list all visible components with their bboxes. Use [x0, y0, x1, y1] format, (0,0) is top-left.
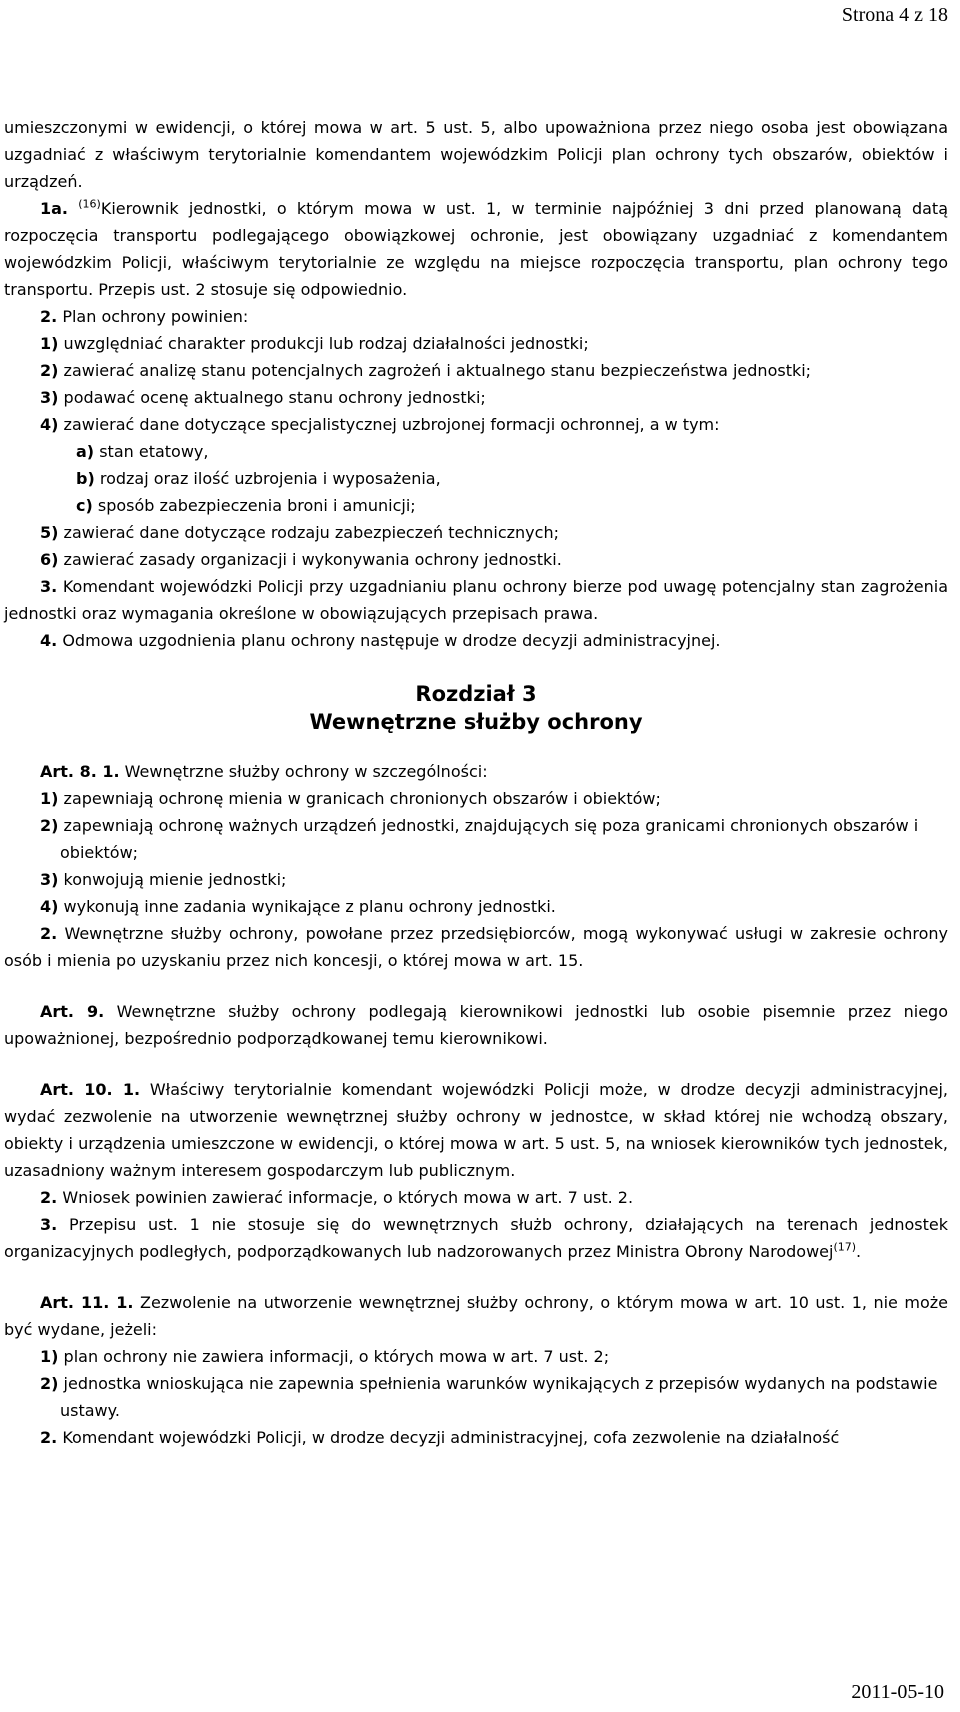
list-item [4, 357, 948, 384]
article-text: Właściwy terytorialnie komendant wojewódzki Policji może, w drodze decyzji administracyjnej, wydać zezwolenie na utworzenie wewnętrznej służby ochrony w jednostce, w skład której nie wchodzą obszary, obiekty i urządzenia umieszczone w ewidencji, o której mowa w art. 5 ust. 5, na wniosek kierowników tych jednostek, uzasadniony ważnym interesem gospodarczym lub publicznym. [4, 1080, 948, 1180]
list-item [4, 519, 948, 546]
list-item [4, 411, 948, 438]
item-text: zapewniają ochronę mienia w granicach chronionych obszarów i obiektów; [63, 789, 661, 808]
item-number: 4) [40, 897, 59, 916]
list-plan-requirements [4, 330, 948, 573]
list-item [4, 893, 948, 920]
item-number: 3) [40, 870, 59, 889]
footnote-reference[interactable]: (17) [833, 1240, 857, 1254]
paragraph-text: Plan ochrony powinien: [62, 307, 249, 326]
paragraph-continuation: umieszczonymi w ewidencji, o której mowa w art. 5 ust. 5, albo upoważniona przez niego osoba jest obowiązana uzgadniać z właściwym terytorialnie komendantem wojewódzkim Policji plan ochrony tych obszarów, obiektów i urządzeń. [4, 118, 948, 191]
item-text: wykonują inne zadania wynikające z planu ochrony jednostki. [63, 897, 556, 916]
article-label: Art. 8. 1. [40, 762, 120, 781]
article-label: Art. 10. 1. [40, 1080, 141, 1099]
article-11 [4, 1289, 948, 1343]
sub-list-item [4, 465, 948, 492]
paragraph-number: 3. [40, 577, 58, 596]
item-number: 4) [40, 415, 59, 434]
footnote-reference[interactable]: (16) [78, 197, 101, 211]
article-label: Art. 11. 1. [40, 1293, 134, 1312]
paragraph-number: 2. [40, 1188, 58, 1207]
list-item [4, 812, 948, 866]
chapter-title: Wewnętrzne służby ochrony [309, 710, 643, 734]
paragraph-text: Wniosek powinien zawierać informacje, o których mowa w art. 7 ust. 2. [62, 1188, 634, 1207]
article-8 [4, 758, 948, 785]
list-item [4, 384, 948, 411]
chapter-heading [4, 680, 948, 736]
item-number: a) [76, 442, 95, 461]
article-8-paragraph-2 [4, 920, 948, 974]
article-label: Art. 9. [40, 1002, 105, 1021]
list-item [4, 546, 948, 573]
paragraph-2 [4, 303, 948, 330]
list-internal-security-duties [4, 785, 948, 920]
item-text: plan ochrony nie zawiera informacji, o których mowa w art. 7 ust. 2; [63, 1347, 610, 1366]
sub-list-item [4, 438, 948, 465]
sub-list-item [4, 492, 948, 519]
chapter-number: Rozdział 3 [415, 682, 537, 706]
paragraph-text: Kierownik jednostki, o którym mowa w ust. 1, w terminie najpóźniej 3 dni przed planowaną datą rozpoczęcia transportu podlegającego obowiązkowej ochronie, jest obowiązany uzgadniać z komendantem wojewódzkim Policji, właściwym terytorialnie ze względu na miejsce rozpoczęcia transportu, plan ochrony tego transportu. Przepis ust. 2 stosuje się odpowiednio. [4, 199, 949, 299]
item-text: stan etatowy, [99, 442, 209, 461]
article-11-paragraph-2 [4, 1424, 948, 1451]
paragraph-number: 4. [40, 631, 58, 650]
item-text: zawierać dane dotyczące rodzaju zabezpieczeń technicznych; [63, 523, 559, 542]
paragraph-number: 3. [40, 1215, 58, 1234]
item-number: c) [76, 496, 93, 515]
item-text: zawierać dane dotyczące specjalistycznej uzbrojonej formacji ochronnej, a w tym: [63, 415, 720, 434]
item-text: zawierać analizę stanu potencjalnych zagrożeń i aktualnego stanu bezpieczeństwa jednostki; [63, 361, 812, 380]
article-10-paragraph-3 [4, 1211, 948, 1265]
item-number: 5) [40, 523, 59, 542]
item-number: 6) [40, 550, 59, 569]
item-number: 2) [40, 1374, 59, 1393]
list-item [4, 330, 948, 357]
paragraph-number: 1a. [40, 199, 69, 218]
item-text: sposób zabezpieczenia broni i amunicji; [97, 496, 416, 515]
item-number: 2) [40, 816, 59, 835]
paragraph-number: 2. [40, 307, 58, 326]
list-item [4, 1343, 948, 1370]
list-item [4, 785, 948, 812]
item-text: konwojują mienie jednostki; [63, 870, 287, 889]
list-item [4, 866, 948, 893]
item-text: podawać ocenę aktualnego stanu ochrony jednostki; [63, 388, 486, 407]
item-text: zapewniają ochronę ważnych urządzeń jednostki, znajdujących się poza granicami chronionych obszarów i obiektów; [60, 816, 919, 862]
item-text: uwzględniać charakter produkcji lub rodzaj działalności jednostki; [63, 334, 589, 353]
paragraph-text: Komendant wojewódzki Policji przy uzgadnianiu planu ochrony bierze pod uwagę potencjalny stan zagrożenia jednostki oraz wymagania określone w obowiązujących przepisach prawa. [4, 577, 948, 623]
article-text: Wewnętrzne służby ochrony w szczególności: [124, 762, 488, 781]
paragraph-number: 2. [40, 1428, 58, 1447]
article-text: Wewnętrzne służby ochrony podlegają kierownikowi jednostki lub osobie pisemnie przez niego upoważnionej, bezpośrednio podporządkowanej temu kierownikowi. [4, 1002, 949, 1048]
page-number: Strona 4 z 18 [841, 4, 948, 26]
paragraph-3 [4, 573, 948, 627]
list-refusal-conditions [4, 1343, 948, 1424]
document-body [4, 114, 948, 1451]
item-number: 1) [40, 1347, 59, 1366]
item-text: zawierać zasady organizacji i wykonywania ochrony jednostki. [63, 550, 562, 569]
list-item [4, 1370, 948, 1424]
paragraph-4 [4, 627, 948, 654]
footer-date: 2011-05-10 [851, 1681, 944, 1703]
item-number: 1) [40, 789, 59, 808]
paragraph-text: Komendant wojewódzki Policji, w drodze decyzji administracyjnej, cofa zezwolenie na działalność [62, 1428, 840, 1447]
article-10-paragraph-2 [4, 1184, 948, 1211]
item-number: 3) [40, 388, 59, 407]
article-10 [4, 1076, 948, 1184]
item-number: 1) [40, 334, 59, 353]
article-text: Zezwolenie na utworzenie wewnętrznej służby ochrony, o którym mowa w art. 10 ust. 1, nie może być wydane, jeżeli: [4, 1293, 948, 1339]
paragraph-number: 2. [40, 924, 58, 943]
article-9 [4, 998, 948, 1052]
paragraph-text: Wewnętrzne służby ochrony, powołane przez przedsiębiorców, mogą wykonywać usługi w zakresie ochrony osób i mienia po uzyskaniu przez nich koncesji, o której mowa w art. 15. [4, 924, 948, 970]
item-text: jednostka wnioskująca nie zapewnia spełnienia warunków wynikających z przepisów wydanych na podstawie ustawy. [60, 1374, 938, 1420]
paragraph-end: . [856, 1242, 862, 1261]
paragraph-text: Przepisu ust. 1 nie stosuje się do wewnętrznych służb ochrony, działających na terenach jednostek organizacyjnych podległych, podporządkowanych lub nadzorowanych przez Ministra Obrony Narodowej [4, 1215, 949, 1261]
paragraph-text: Odmowa uzgodnienia planu ochrony następuje w drodze decyzji administracyjnej. [62, 631, 721, 650]
paragraph-1a [4, 195, 948, 303]
item-number: b) [76, 469, 95, 488]
item-number: 2) [40, 361, 59, 380]
item-text: rodzaj oraz ilość uzbrojenia i wyposażenia, [99, 469, 441, 488]
